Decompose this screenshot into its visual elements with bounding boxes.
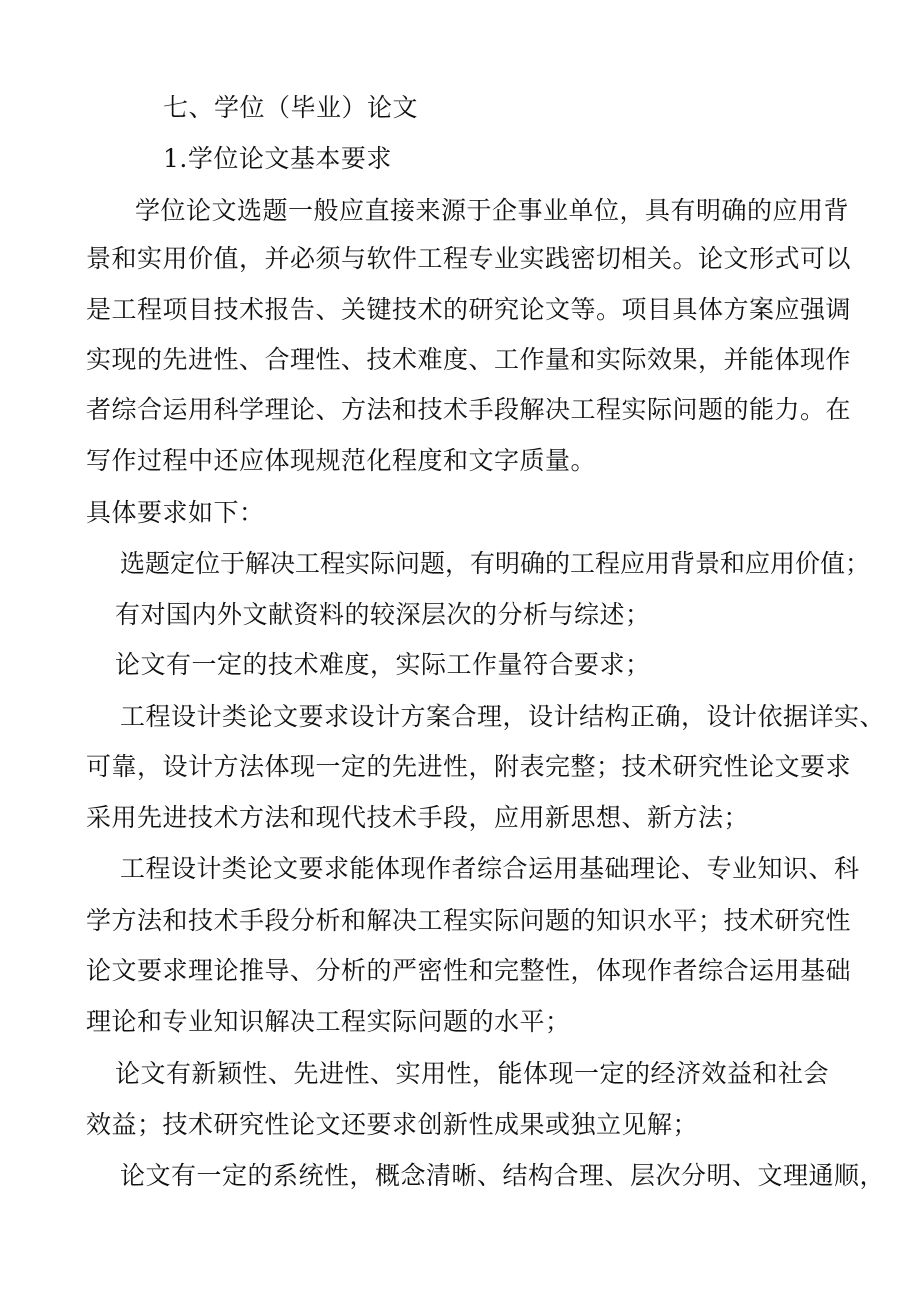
- requirement-line: 论文有新颖性、先进性、实用性，能体现一定的经济效益和社会: [115, 1059, 830, 1088]
- requirement-line: 工程设计类论文要求能体现作者综合运用基础理论、专业知识、科: [120, 854, 860, 883]
- subsection-heading: 1.学位论文基本要求: [163, 144, 392, 173]
- requirements-intro: 具体要求如下：: [86, 498, 265, 527]
- requirement-line: 学方法和技术手段分析和解决工程实际问题的知识水平；技术研究性: [86, 906, 852, 935]
- requirement-line: 论文有一定的技术难度，实际工作量符合要求；: [115, 650, 651, 679]
- section-heading: 七、学位（毕业）论文: [163, 93, 419, 122]
- paragraph-line: 学位论文选题一般应直接来源于企事业单位，具有明确的应用背: [135, 196, 850, 225]
- requirement-line: 采用先进技术方法和现代技术手段，应用新思想、新方法；: [86, 803, 750, 832]
- requirement-line: 选题定位于解决工程实际问题，有明确的工程应用背景和应用价值；: [120, 549, 871, 578]
- requirement-line: 论文有一定的系统性，概念清晰、结构合理、层次分明、文理通顺，: [120, 1161, 886, 1190]
- requirement-line: 效益；技术研究性论文还要求创新性成果或独立见解；: [86, 1110, 699, 1139]
- paragraph-line: 实现的先进性、合理性、技术难度、工作量和实际效果，并能体现作: [86, 345, 852, 374]
- paragraph-line: 景和实用价值，并必须与软件工程专业实践密切相关。论文形式可以: [86, 244, 852, 273]
- requirement-line: 可靠，设计方法体现一定的先进性，附表完整；技术研究性论文要求: [86, 752, 852, 781]
- requirement-line: 论文要求理论推导、分析的严密性和完整性，体现作者综合运用基础: [86, 956, 852, 985]
- requirement-line: 工程设计类论文要求设计方案合理，设计结构正确，设计依据详实、: [120, 702, 886, 731]
- requirement-line: 理论和专业知识解决工程实际问题的水平；: [86, 1007, 571, 1036]
- requirement-line: 有对国内外文献资料的较深层次的分析与综述；: [115, 600, 651, 629]
- paragraph-line: 者综合运用科学理论、方法和技术手段解决工程实际问题的能力。在: [86, 395, 852, 424]
- paragraph-line: 是工程项目技术报告、关键技术的研究论文等。项目具体方案应强调: [86, 295, 852, 324]
- paragraph-line: 写作过程中还应体现规范化程度和文字质量。: [86, 446, 597, 475]
